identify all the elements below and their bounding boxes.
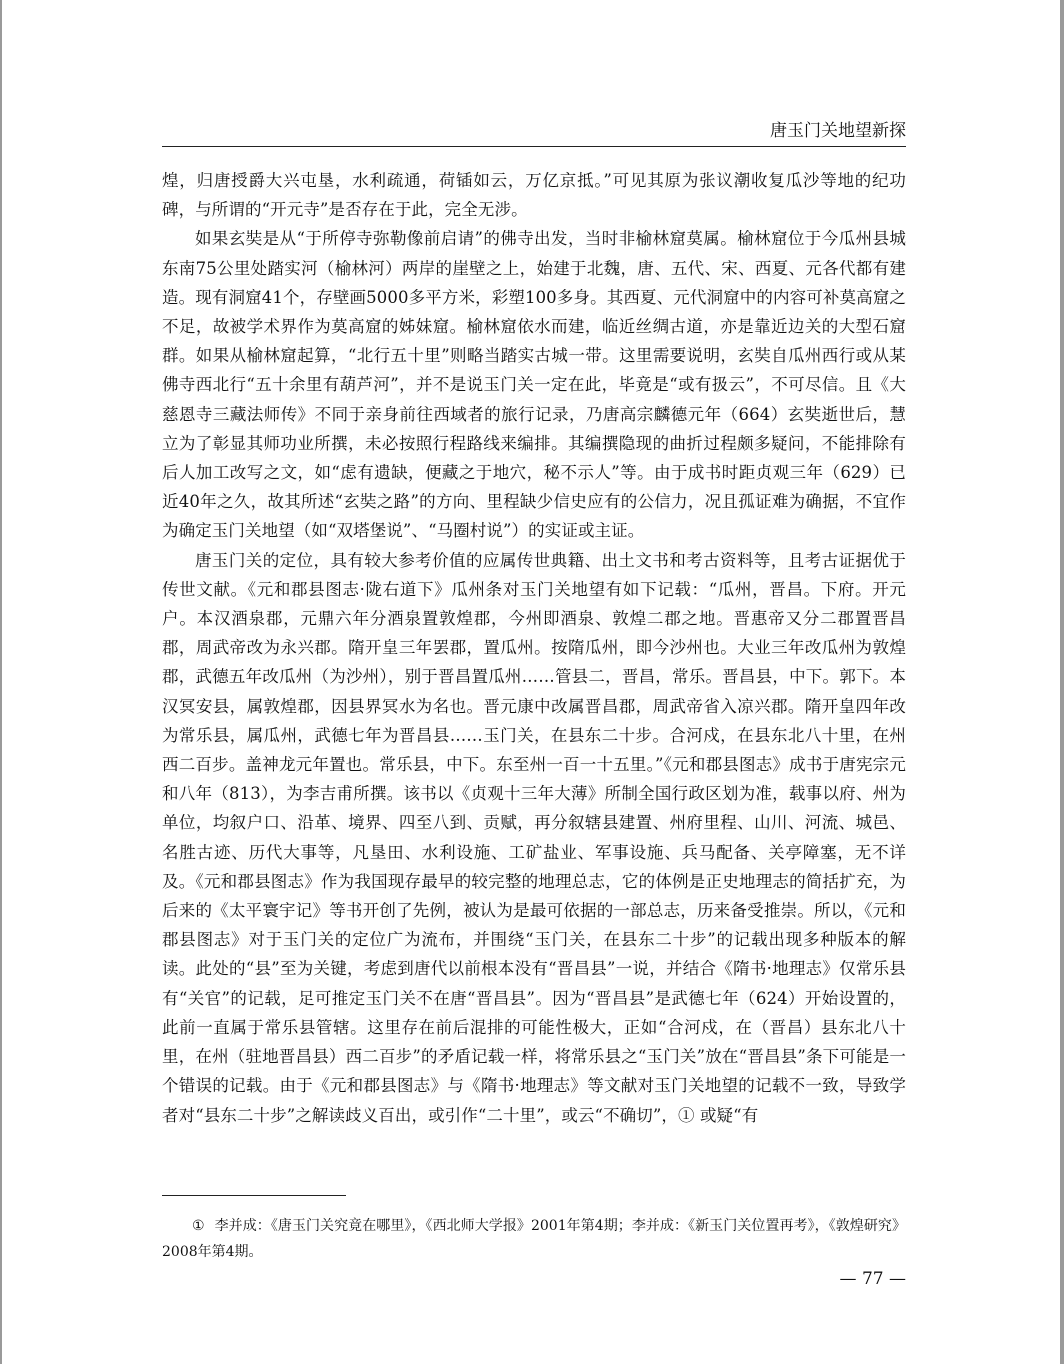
footnote-marker: ① [192,1218,205,1234]
footnote-text: 李并成：《唐玉门关究竟在哪里》，《西北师大学报》2001年第4期；李并成：《新玉门关位置再考》，《敦煌研究》2008年第4期。 [162,1218,906,1260]
footnote [162,1213,906,1265]
paragraph-3: 唐玉门关的定位，具有较大参考价值的应属传世典籍、出土文书和考古资料等，且考古证据优于传世文献。《元和郡县图志·陇右道下》瓜州条对玉门关地望有如下记载：“瓜州，晋昌。下府。开元户。本汉酒泉郡，元鼎六年分酒泉置敦煌郡，今州即酒泉、敦煌二郡之地。晋惠帝又分二郡置晋昌郡，周武帝改为永兴郡。隋开皇三年罢郡，置瓜州。按隋瓜州，即今沙州也。大业三年改瓜州为敦煌郡，武德五年改瓜州（为沙州），别于晋昌置瓜州……管县二，晋昌，常乐。晋昌县，中下。郭下。本汉冥安县，属敦煌郡，因县界冥水为名也。晋元康中改属晋昌郡，周武帝省入凉兴郡。隋开皇四年改为常乐县，属瓜州，武德七年为晋昌县……玉门关，在县东二十步。合河戍，在县东北八十里，在州西二百步。盖神龙元年置也。常乐县，中下。东至州一百一十五里。”《元和郡县图志》成书于唐宪宗元和八年（813），为李吉甫所撰。该书以《贞观十三年大薄》所制全国行政区划为准，载事以府、州为单位，均叙户口、沿革、境界、四至八到、贡赋，再分叙辖县建置、州府里程、山川、河流、城邑、名胜古迹、历代大事等，凡垦田、水利设施、工矿盐业、军事设施、兵马配备、关亭障塞，无不详及。《元和郡县图志》作为我国现存最早的较完整的地理总志，它的体例是正史地理志的简括扩充，为后来的《太平寰宇记》等书开创了先例，被认为是最可依据的一部总志，历来备受推崇。所以，《元和郡县图志》对于玉门关的定位广为流布，并围绕“玉门关，在县东二十步”的记载出现多种版本的解读。此处的“县”至为关键，考虑到唐代以前根本没有“晋昌县”一说，并结合《隋书·地理志》仅常乐县有“关官”的记载，足可推定玉门关不在唐“晋昌县”。因为“晋昌县”是武德七年（624）开始设置的，此前一直属于常乐县管辖。这里存在前后混排的可能性极大，正如“合河戍，在（晋昌）县东北八十里，在州（驻地晋昌县）西二百步”的矛盾记载一样，将常乐县之“玉门关”放在“晋昌县”条下可能是一个错误的记载。由于《元和郡县图志》与《隋书·地理志》等文献对玉门关地望的记载不一致，导致学者对“县东二十步”之解读歧义百出，或引作“二十里”，或云“不确切”，① 或疑“有 [162,550,906,1125]
running-header: 唐玉门关地望新探 [162,120,906,147]
page [2,0,1060,1364]
page-number: — 77 — [839,1269,906,1289]
paragraph-1: 煌，归唐授爵大兴屯垦，水利疏通，荷锸如云，万亿京抵。”可见其原为张议潮收复瓜沙等地的纪功碑，与所谓的“开元寺”是否存在于此，完全无涉。 [162,171,906,220]
body-text [162,166,906,1130]
paragraph-2: 如果玄奘是从“于所停寺弥勒像前启请”的佛寺出发，当时非榆林窟莫属。榆林窟位于今瓜州县城东南75公里处踏实河（榆林河）两岸的崖壁之上，始建于北魏，唐、五代、宋、西夏、元各代都有建造。现有洞窟41个，存壁画5000多平方米，彩塑100多身。其西夏、元代洞窟中的内容可补莫高窟之不足，故被学术界作为莫高窟的姊妹窟。榆林窟依水而建，临近丝绸古道，亦是靠近边关的大型石窟群。如果从榆林窟起算，“北行五十里”则略当踏实古城一带。这里需要说明，玄奘自瓜州西行或从某佛寺西北行“五十余里有葫芦河”，并不是说玉门关一定在此，毕竟是“或有扱云”，不可尽信。且《大慈恩寺三藏法师传》不同于亲身前往西域者的旅行记录，乃唐高宗麟德元年（664）玄奘逝世后，慧立为了彰显其师功业所撰，未必按照行程路线来编排。其编撰隐现的曲折过程颇多疑问，不能排除有后人加工改写之文，如“虑有遗缺，便藏之于地穴，秘不示人”等。由于成书时距贞观三年（629）已近40年之久，故其所述“玄奘之路”的方向、里程缺少信史应有的公信力，况且孤证难为确据，不宜作为确定玉门关地望（如“双塔堡说”、“马圈村说”）的实证或主证。 [162,229,906,541]
footnote-divider [162,1195,346,1196]
